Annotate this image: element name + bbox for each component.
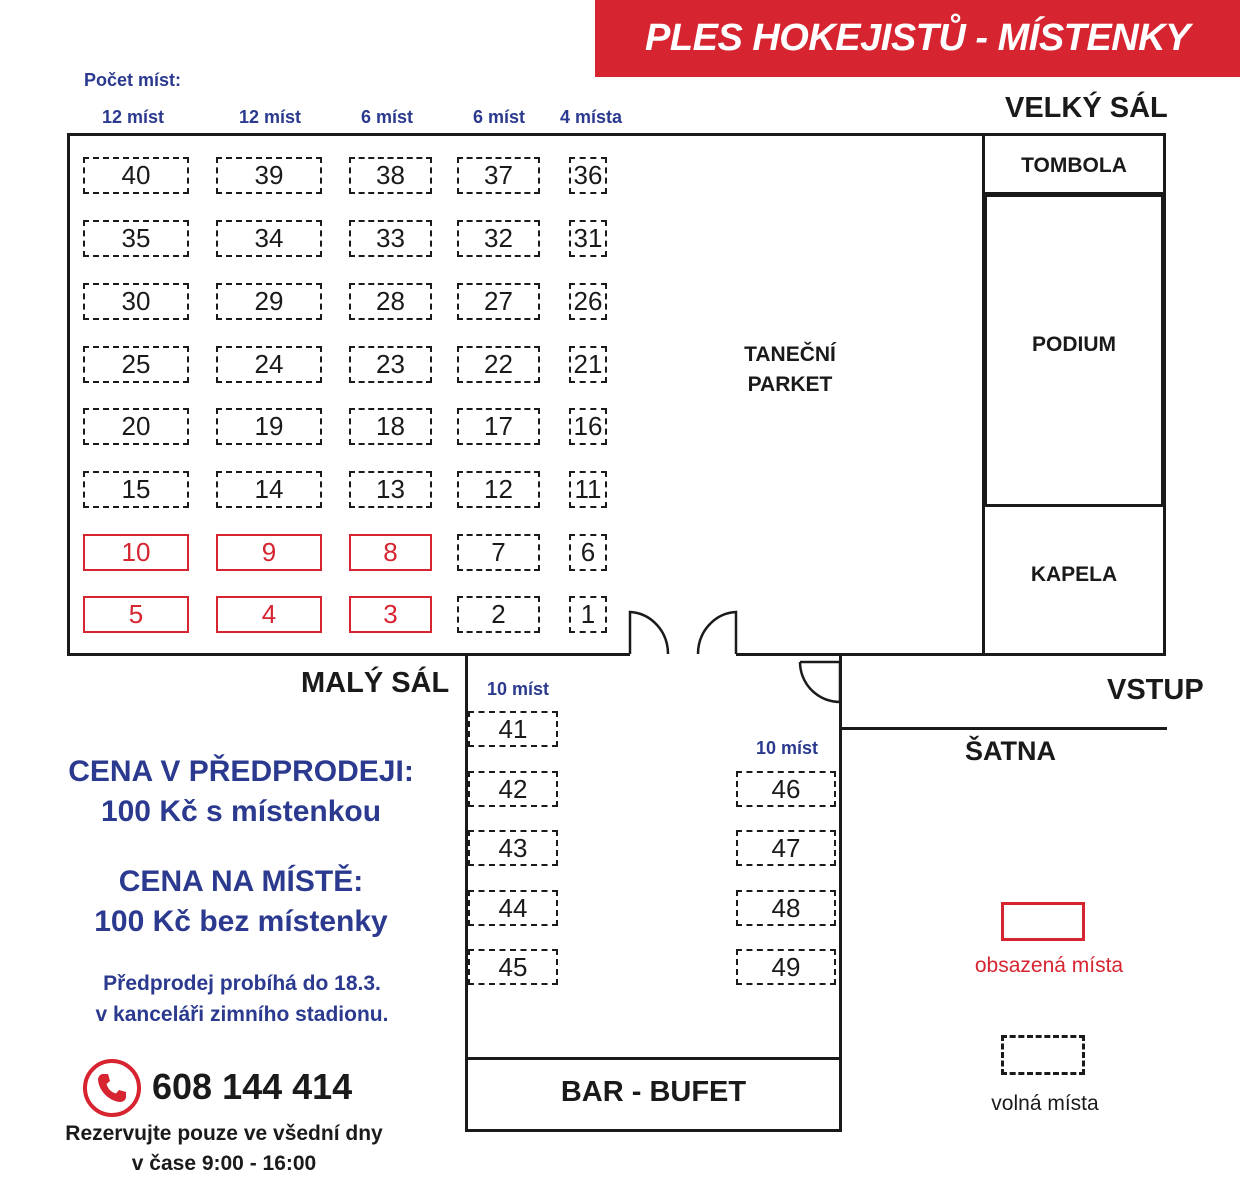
table-27[interactable]: 27	[457, 283, 540, 320]
table-5[interactable]: 5	[83, 596, 189, 633]
legend-free-label: volná místa	[991, 1092, 1099, 1115]
table-45[interactable]: 45	[468, 949, 558, 985]
onsite-label: CENA NA MÍSTĚ:	[118, 865, 364, 898]
table-15[interactable]: 15	[83, 471, 189, 508]
table-11[interactable]: 11	[569, 471, 607, 508]
small-hall-wall-bottom	[465, 1129, 842, 1132]
big-hall-wall-bottom-left	[67, 653, 630, 656]
presale-info	[32, 968, 452, 1030]
entrance-wall	[839, 727, 1167, 730]
table-22[interactable]: 22	[457, 346, 540, 383]
column-capacity-2: 12 míst	[239, 107, 302, 127]
cloakroom-label: ŠATNA	[965, 736, 1056, 766]
table-42[interactable]: 42	[468, 771, 558, 807]
title-banner	[595, 0, 1240, 77]
table-35[interactable]: 35	[83, 220, 189, 257]
table-34[interactable]: 34	[216, 220, 322, 257]
door-swing-icon	[600, 600, 860, 710]
big-hall-wall-top	[67, 133, 1166, 136]
reservation-line1: Rezervujte pouze ve všední dny	[65, 1122, 383, 1145]
table-19[interactable]: 19	[216, 408, 322, 445]
table-20[interactable]: 20	[83, 408, 189, 445]
legend-occupied-label: obsazená místa	[974, 954, 1124, 977]
column-capacity-4: 6 míst	[473, 107, 526, 127]
table-21[interactable]: 21	[569, 346, 607, 383]
table-23[interactable]: 23	[349, 346, 432, 383]
bar-label: BAR - BUFET	[560, 1076, 747, 1108]
tombola-label: TOMBOLA	[1021, 154, 1127, 177]
table-8[interactable]: 8	[349, 534, 432, 571]
page-title: PLES HOKEJISTŮ - MÍSTENKY	[645, 17, 1190, 59]
table-26[interactable]: 26	[569, 283, 607, 320]
presale-info-line2: v kanceláři zimního stadionu.	[95, 1003, 389, 1026]
band-label: KAPELA	[1030, 563, 1118, 586]
reservation-info	[14, 1119, 434, 1179]
big-hall-label: VELKÝ SÁL	[1005, 92, 1168, 124]
table-7[interactable]: 7	[457, 534, 540, 571]
table-10[interactable]: 10	[83, 534, 189, 571]
table-25[interactable]: 25	[83, 346, 189, 383]
presale-price: 100 Kč s místenkou	[100, 795, 382, 828]
table-17[interactable]: 17	[457, 408, 540, 445]
onsite-price-block	[41, 862, 441, 942]
legend-occupied-swatch	[1001, 902, 1085, 941]
capacity-heading: Počet míst:	[84, 70, 182, 90]
table-37[interactable]: 37	[457, 157, 540, 194]
table-16[interactable]: 16	[569, 408, 607, 445]
table-31[interactable]: 31	[569, 220, 607, 257]
table-47[interactable]: 47	[736, 830, 836, 866]
column-capacity-5: 4 místa	[560, 107, 623, 127]
table-46[interactable]: 46	[736, 771, 836, 807]
table-30[interactable]: 30	[83, 283, 189, 320]
table-2[interactable]: 2	[457, 596, 540, 633]
column-capacity-1: 12 míst	[102, 107, 165, 127]
table-1[interactable]: 1	[569, 596, 607, 633]
big-hall-wall-left	[67, 133, 70, 656]
table-49[interactable]: 49	[736, 949, 836, 985]
small-hall-label: MALÝ SÁL	[301, 667, 450, 699]
table-29[interactable]: 29	[216, 283, 322, 320]
table-41[interactable]: 41	[468, 711, 558, 747]
presale-info-line1: Předprodej probíhá do 18.3.	[103, 972, 381, 995]
dance-floor-label-line1: TANEČNÍ	[744, 343, 836, 366]
onsite-price: 100 Kč bez místenky	[94, 905, 388, 938]
presale-price-block	[41, 752, 441, 832]
table-4[interactable]: 4	[216, 596, 322, 633]
reservation-line2: v čase 9:00 - 16:00	[131, 1152, 317, 1175]
table-44[interactable]: 44	[468, 890, 558, 926]
table-13[interactable]: 13	[349, 471, 432, 508]
table-9[interactable]: 9	[216, 534, 322, 571]
table-6[interactable]: 6	[569, 534, 607, 571]
table-12[interactable]: 12	[457, 471, 540, 508]
table-32[interactable]: 32	[457, 220, 540, 257]
table-14[interactable]: 14	[216, 471, 322, 508]
column-capacity-3: 6 míst	[361, 107, 414, 127]
table-33[interactable]: 33	[349, 220, 432, 257]
phone-icon	[82, 1058, 142, 1118]
table-24[interactable]: 24	[216, 346, 322, 383]
table-48[interactable]: 48	[736, 890, 836, 926]
legend-free-swatch	[1001, 1035, 1085, 1075]
dance-floor-label	[700, 340, 880, 400]
table-38[interactable]: 38	[349, 157, 432, 194]
table-43[interactable]: 43	[468, 830, 558, 866]
entrance-label: VSTUP	[1107, 674, 1204, 706]
small-hall-capacity-right: 10 míst	[756, 738, 819, 758]
presale-label: CENA V PŘEDPRODEJI:	[68, 755, 414, 788]
table-39[interactable]: 39	[216, 157, 322, 194]
bar-divider	[465, 1057, 842, 1060]
table-40[interactable]: 40	[83, 157, 189, 194]
table-18[interactable]: 18	[349, 408, 432, 445]
table-36[interactable]: 36	[569, 157, 607, 194]
table-3[interactable]: 3	[349, 596, 432, 633]
phone-number[interactable]: 608 144 414	[152, 1066, 353, 1107]
table-28[interactable]: 28	[349, 283, 432, 320]
small-hall-wall-right	[839, 653, 842, 1132]
dance-floor-label-line2: PARKET	[747, 373, 833, 396]
podium-label: PODIUM	[1032, 333, 1116, 356]
small-hall-capacity-left: 10 míst	[487, 679, 550, 699]
